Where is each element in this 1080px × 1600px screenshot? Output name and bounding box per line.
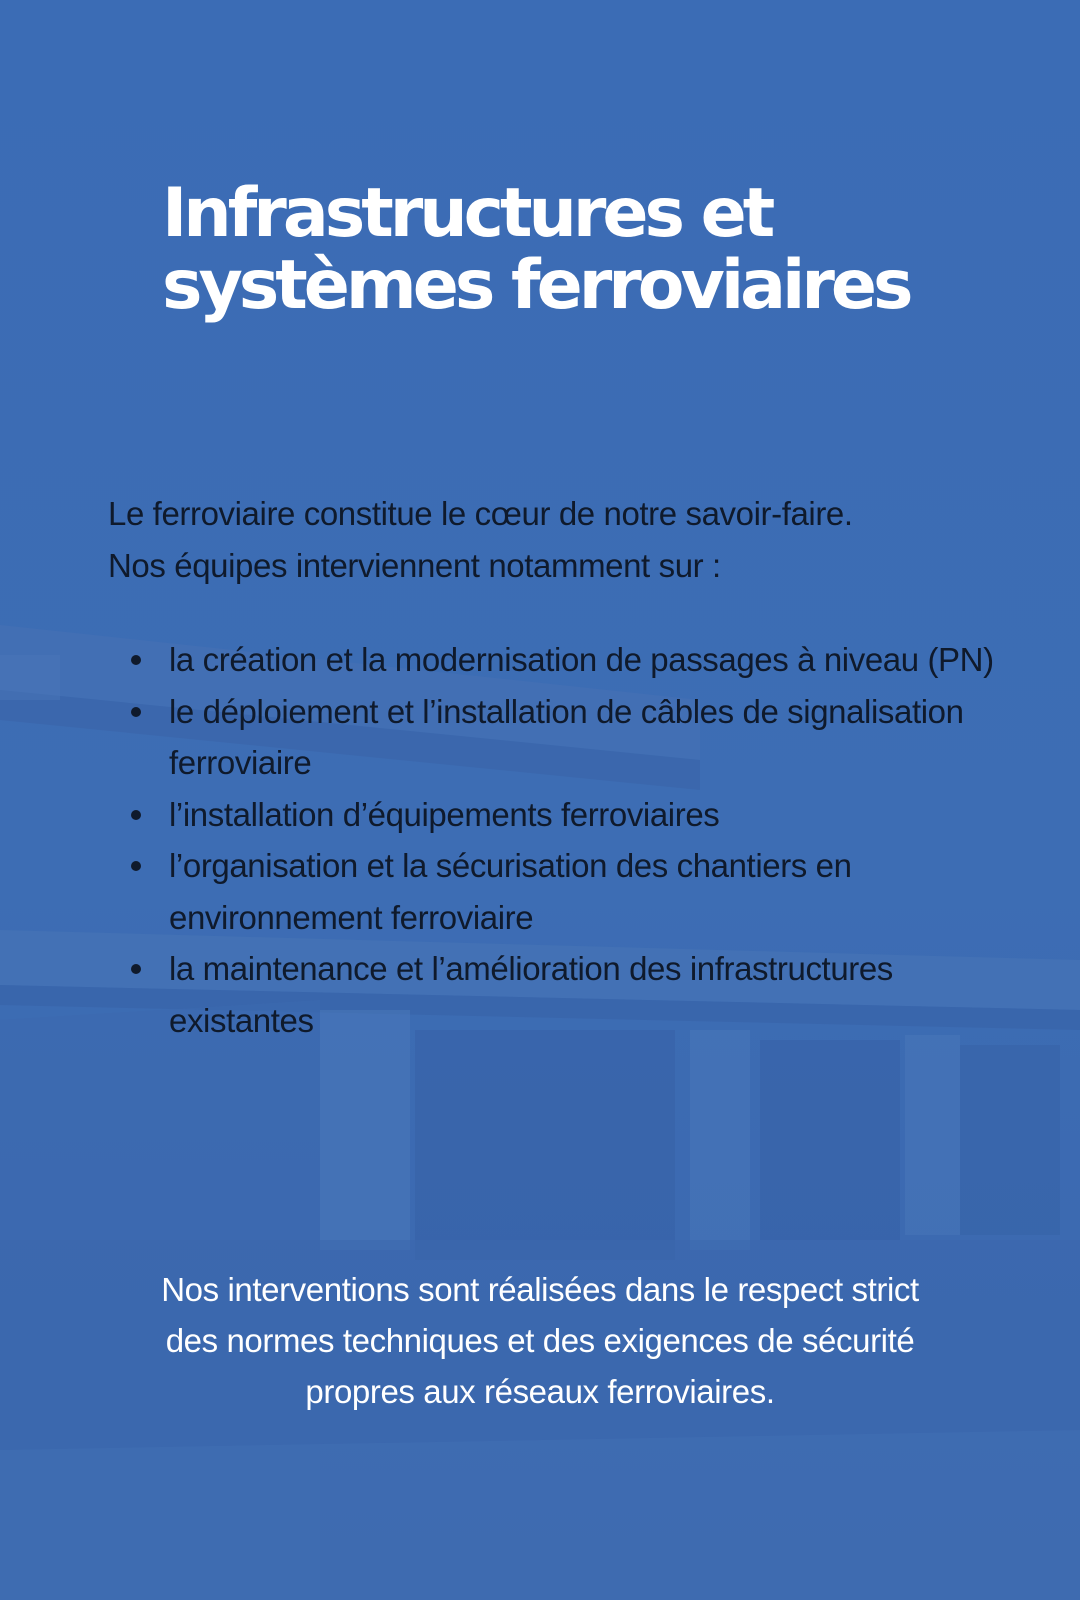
bullet-icon <box>131 655 141 665</box>
bullet-icon <box>131 810 141 820</box>
list-item-text: le déploiement et l’installation de câbles de signalisation ferroviaire <box>169 692 964 781</box>
intro-paragraph <box>108 488 1008 592</box>
services-list <box>108 634 1008 1046</box>
list-item <box>108 840 1008 943</box>
list-item <box>108 634 1008 686</box>
list-item <box>108 943 1008 1046</box>
list-item-text: la création et la modernisation de passages à niveau (PN) <box>169 641 994 678</box>
list-item <box>108 789 1008 841</box>
footer-note: Nos interventions sont réalisées dans le respect strict des normes techniques et des exigences de sécurité propres aux réseaux ferroviaires. <box>161 1271 919 1410</box>
bullet-icon <box>131 861 141 871</box>
intro-line: Le ferroviaire constitue le cœur de notre savoir-faire. <box>108 495 853 532</box>
bullet-icon <box>131 964 141 974</box>
list-item-text: la maintenance et l’amélioration des infrastructures existantes <box>169 950 893 1039</box>
list-item <box>108 686 1008 789</box>
list-item-text: l’organisation et la sécurisation des chantiers en environnement ferroviaire <box>169 847 852 936</box>
intro-line: Nos équipes interviennent notamment sur : <box>108 547 721 584</box>
page-title: Infrastructures et systèmes ferroviaires <box>162 174 910 325</box>
bullet-icon <box>131 707 141 717</box>
list-item-text: l’installation d’équipements ferroviaires <box>169 795 720 833</box>
